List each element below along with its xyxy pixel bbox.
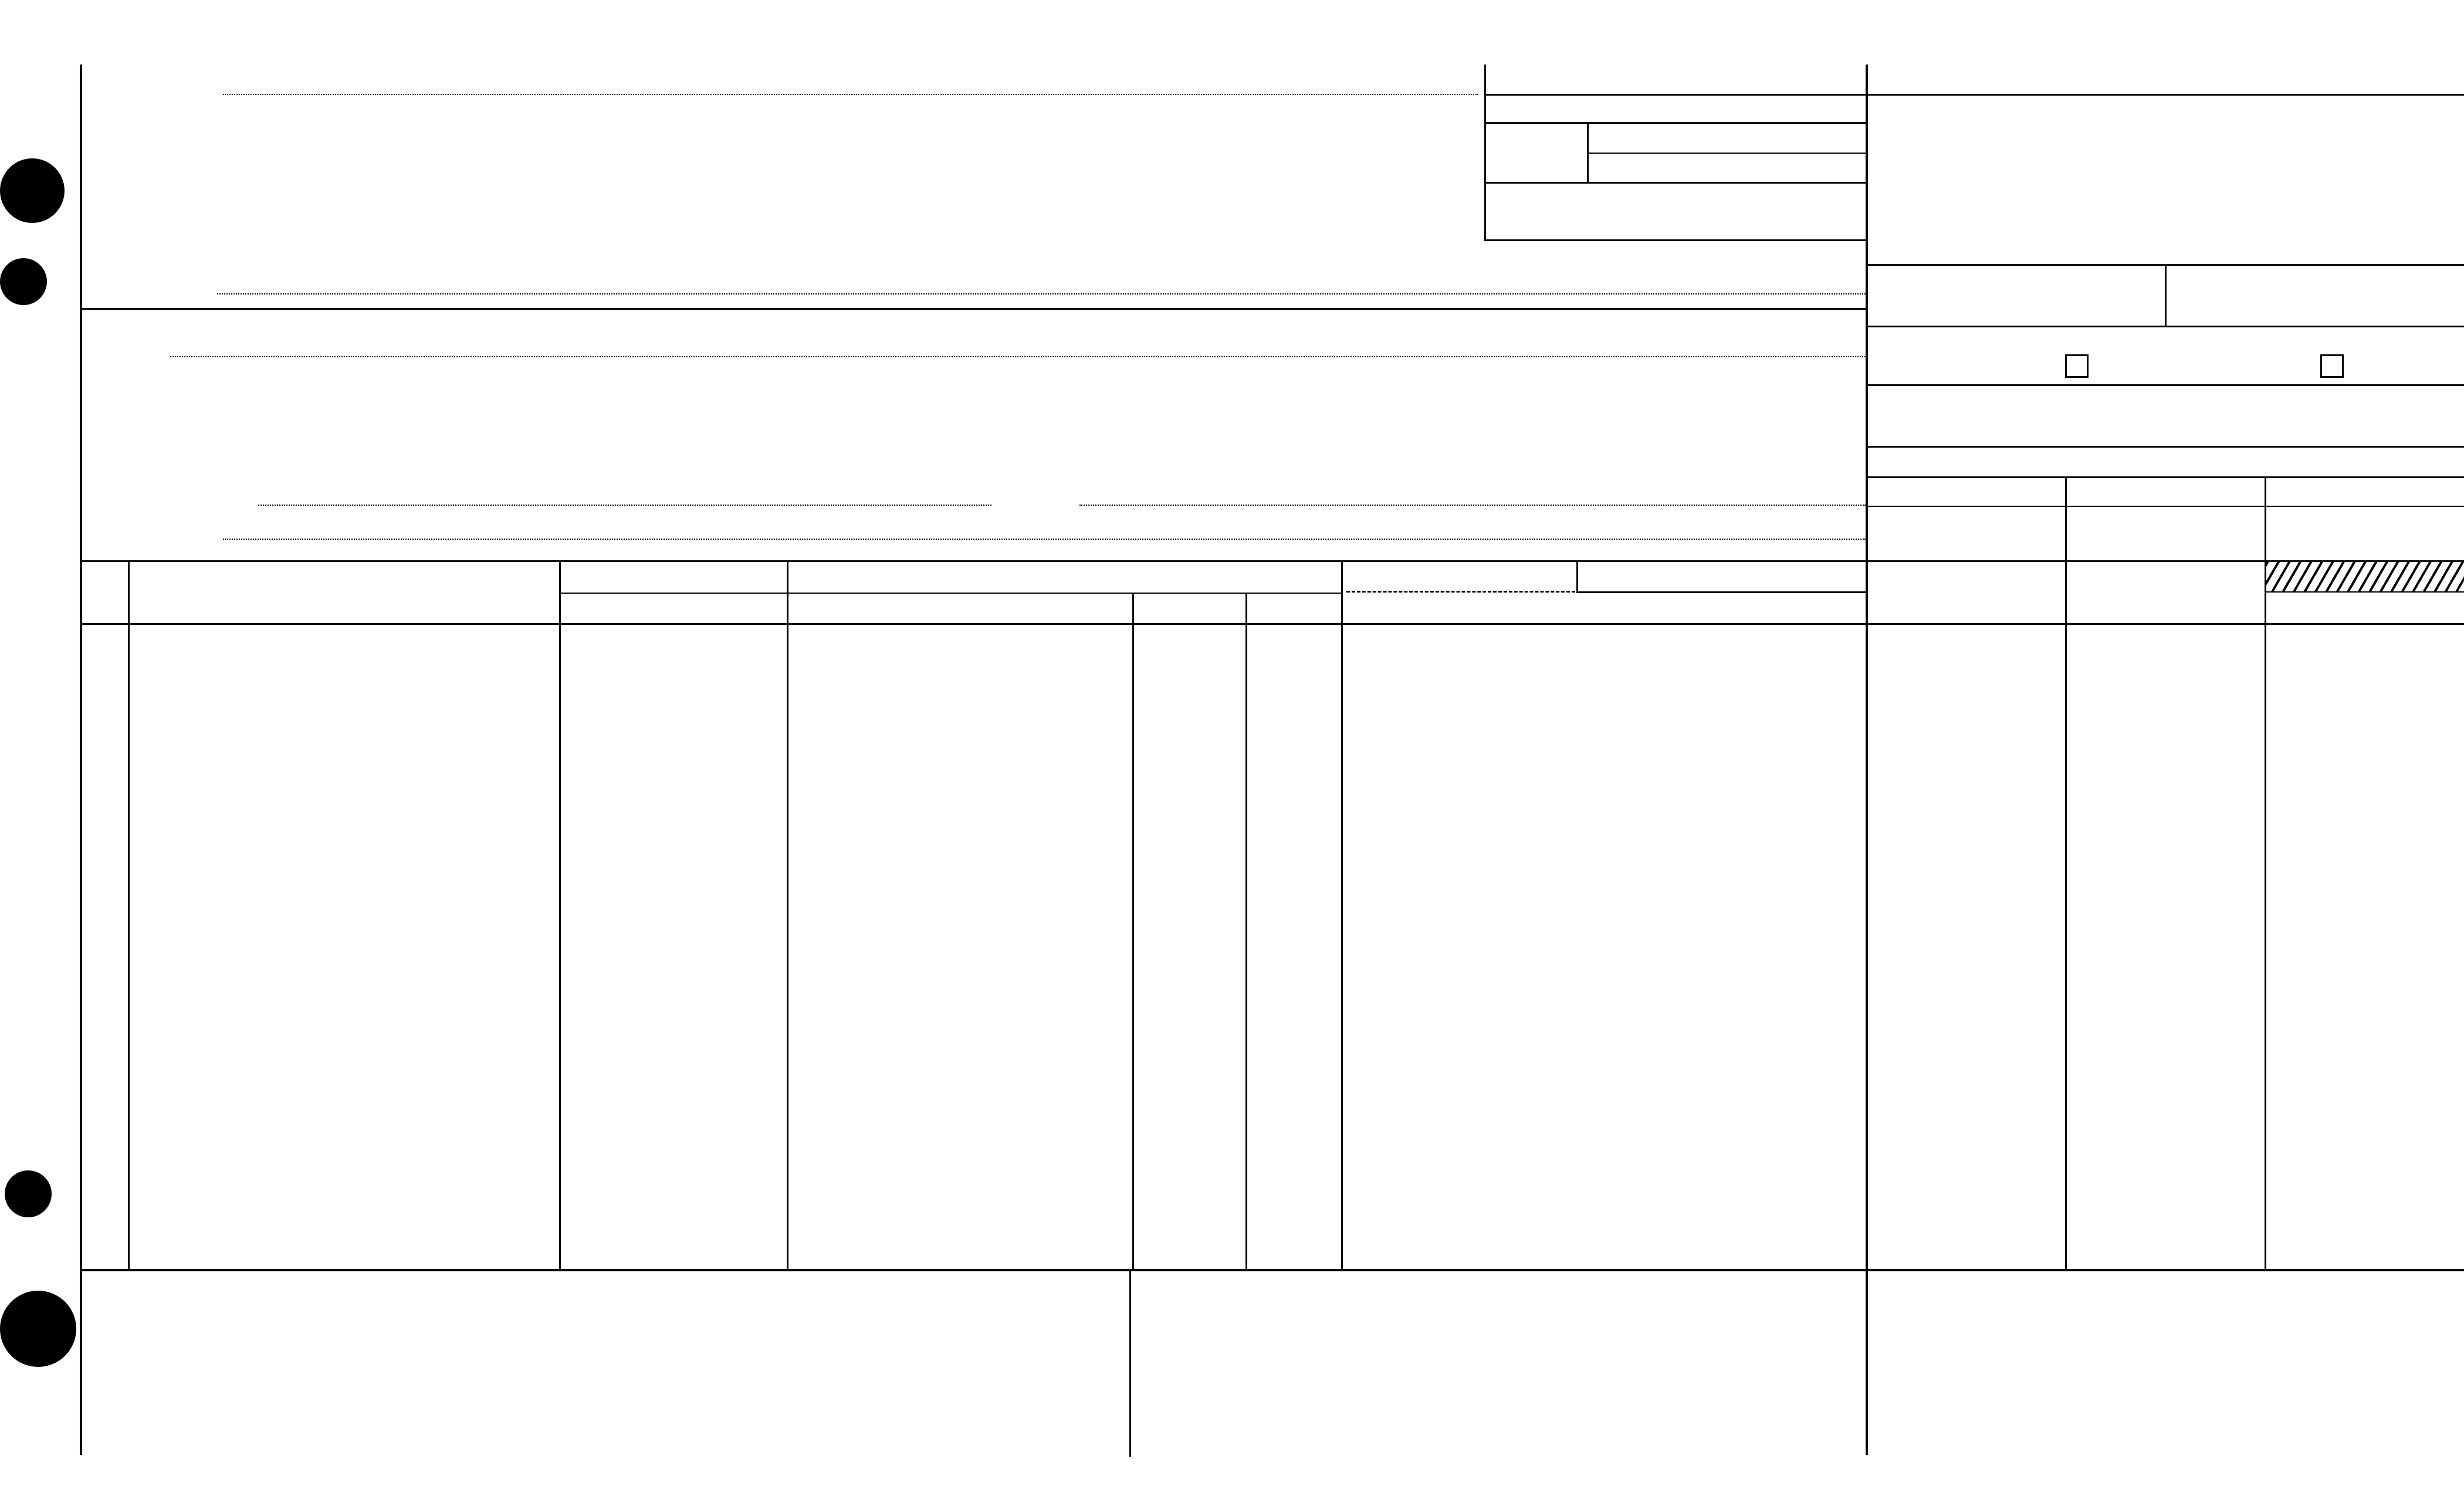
ward-mid-rule xyxy=(1587,153,1866,154)
lds-title-rule xyxy=(1866,476,2464,478)
header-wife-rule xyxy=(1484,122,1866,124)
husband-block-bottom xyxy=(80,308,1868,310)
lds-col-divider-1 xyxy=(2065,476,2067,1271)
header-right-divider xyxy=(1484,65,1486,241)
ward-divider xyxy=(1587,122,1589,182)
first-marriage-dash xyxy=(1346,591,1575,593)
when-born-rule xyxy=(560,593,788,594)
wife-name-line xyxy=(170,356,1866,357)
when-died-box-left xyxy=(1576,560,1578,593)
form-left-border xyxy=(80,65,82,1455)
wife-father-line xyxy=(258,505,991,506)
punch-hole xyxy=(0,258,47,305)
children-top xyxy=(80,560,2464,562)
sealed-hatch xyxy=(2266,562,2464,591)
ward-bottom-rule xyxy=(1484,182,1866,184)
children-bottom xyxy=(80,1269,2464,1271)
relation-bottom-rule xyxy=(1866,326,2464,327)
col-names-divider xyxy=(559,560,561,1270)
right-section-divider xyxy=(1866,65,1868,1455)
col-sex-divider xyxy=(128,560,130,1270)
punch-hole xyxy=(0,158,65,223)
col-town-divider xyxy=(1132,593,1134,1270)
where-born-rule xyxy=(788,593,1342,594)
col-where-divider xyxy=(1341,560,1343,1270)
children-header-bottom xyxy=(80,623,2464,625)
relation-divider xyxy=(2165,264,2167,326)
husband-name-line xyxy=(223,94,1478,95)
punch-hole xyxy=(0,1291,76,1367)
wife-mother-line xyxy=(1079,505,1866,506)
sex-label xyxy=(91,572,114,602)
header-husband-rule xyxy=(1484,94,2464,96)
husband-other-wives-line xyxy=(217,293,1866,295)
yes-checkbox[interactable] xyxy=(2065,354,2089,378)
sealed-wife-label xyxy=(2269,480,2463,492)
col-born-divider xyxy=(787,560,788,1270)
lds-header-rule xyxy=(1866,506,2464,507)
no-checkbox[interactable] xyxy=(2320,354,2344,378)
punch-hole xyxy=(5,1170,52,1217)
when-died-box-bottom xyxy=(1576,591,1866,593)
four-gen-bottom-rule xyxy=(1866,384,2464,386)
sealed-hatch-rule xyxy=(2266,591,2464,593)
col-county-divider xyxy=(1245,593,1247,1270)
wife-other-husbands-line xyxy=(223,539,1866,540)
stake-bottom-rule xyxy=(1484,239,1866,241)
date-submitted-bottom-rule xyxy=(1866,446,2464,448)
lds-col-divider-2 xyxy=(2265,476,2266,1271)
other-marriages-divider xyxy=(1129,1270,1131,1457)
